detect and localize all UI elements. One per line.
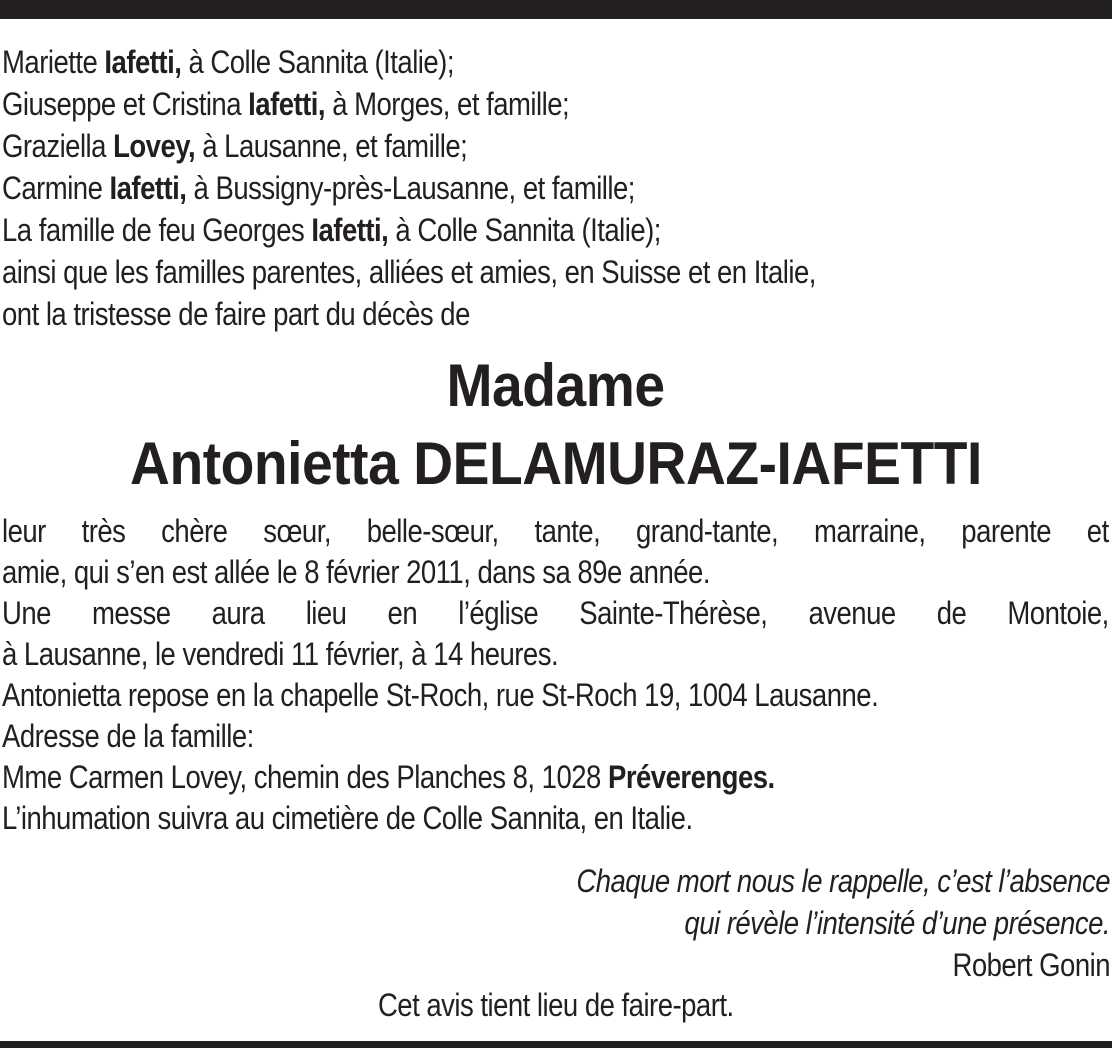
body-line-mass-time: à Lausanne, le vendredi 11 février, à 14 heures. <box>2 636 559 672</box>
memorial-quote <box>110 860 1110 986</box>
family-line <box>2 209 955 251</box>
body-line-relationship <box>2 511 1109 552</box>
word: Sainte-Thérèse, <box>579 595 768 631</box>
body-line-address <box>2 757 955 798</box>
body-line-chapel: Antonietta repose en la chapelle St-Roch, rue St-Roch 19, 1004 Lausanne. <box>2 677 879 713</box>
family-member-text: Mariette <box>2 44 105 80</box>
bottom-border-rule <box>0 1041 1112 1048</box>
family-closing-line: ainsi que les familles parentes, alliées et amies, en Suisse et en Italie, <box>2 254 816 290</box>
word: belle-sœur, <box>366 513 499 549</box>
address-town: Préverenges. <box>607 759 775 795</box>
address-text: Mme Carmen Lovey, chemin des Planches 8, 1028 <box>2 759 608 795</box>
body-line-burial: L’inhumation suivra au cimetière de Colle Sannita, en Italie. <box>2 800 693 836</box>
closing-note-text: Cet avis tient lieu de faire-part. <box>378 987 734 1023</box>
word: marraine, <box>813 513 926 549</box>
word: Montoie, <box>1007 595 1109 631</box>
word: chère <box>161 513 228 549</box>
family-surname: Iafetti, <box>109 170 187 206</box>
family-location: à Lausanne, et famille; <box>195 128 468 164</box>
family-member-text: Giuseppe et Cristina <box>2 86 249 122</box>
family-line <box>2 167 955 209</box>
family-line <box>2 41 955 83</box>
quote-line: Chaque mort nous le rappelle, c’est l’absence <box>576 863 1110 899</box>
word: sœur, <box>263 513 331 549</box>
family-surname: Iafetti, <box>248 86 326 122</box>
body-line-mass <box>2 593 1109 634</box>
word: en <box>387 595 418 631</box>
family-location: à Morges, et famille; <box>325 86 570 122</box>
honorific-text: Madame <box>446 352 666 419</box>
closing-note <box>0 984 1112 1026</box>
family-line <box>2 83 955 125</box>
family-surname: Iafetti, <box>104 44 182 80</box>
word: très <box>81 513 126 549</box>
family-location: à Bussigny-près-Lausanne, et famille; <box>186 170 635 206</box>
word: leur <box>2 513 46 549</box>
word: Une <box>2 595 51 631</box>
family-surname: Lovey, <box>113 128 196 164</box>
deceased-name-text: Antonietta DELAMURAZ-IAFETTI <box>130 430 982 497</box>
top-border-rule <box>0 0 1112 19</box>
word: lieu <box>305 595 347 631</box>
announcement-body <box>2 511 1110 839</box>
family-closing-line: ont la tristesse de faire part du décès de <box>2 296 470 332</box>
word: parente <box>961 513 1052 549</box>
word: avenue <box>808 595 896 631</box>
family-line <box>2 125 955 167</box>
word: grand-tante, <box>635 513 779 549</box>
quote-author: Robert Gonin <box>952 947 1110 983</box>
family-location: à Colle Sannita (Italie); <box>388 212 661 248</box>
word: l’église <box>458 595 539 631</box>
family-list <box>2 41 955 335</box>
family-member-text: Carmine <box>2 170 110 206</box>
family-location: à Colle Sannita (Italie); <box>181 44 454 80</box>
word: tante, <box>534 513 601 549</box>
word: messe <box>92 595 171 631</box>
quote-line: qui révèle l’intensité d’une présence. <box>684 905 1110 941</box>
family-member-text: Graziella <box>2 128 114 164</box>
body-line-date: amie, qui s’en est allée le 8 février 2011, dans sa 89e année. <box>2 554 710 590</box>
word: aura <box>211 595 265 631</box>
word: de <box>936 595 967 631</box>
family-surname: Iafetti, <box>311 212 389 248</box>
word: et <box>1086 513 1109 549</box>
deceased-honorific <box>0 352 1112 420</box>
body-line-address-label: Adresse de la famille: <box>2 718 254 754</box>
deceased-name <box>0 430 1112 498</box>
family-member-text: La famille de feu Georges <box>2 212 312 248</box>
